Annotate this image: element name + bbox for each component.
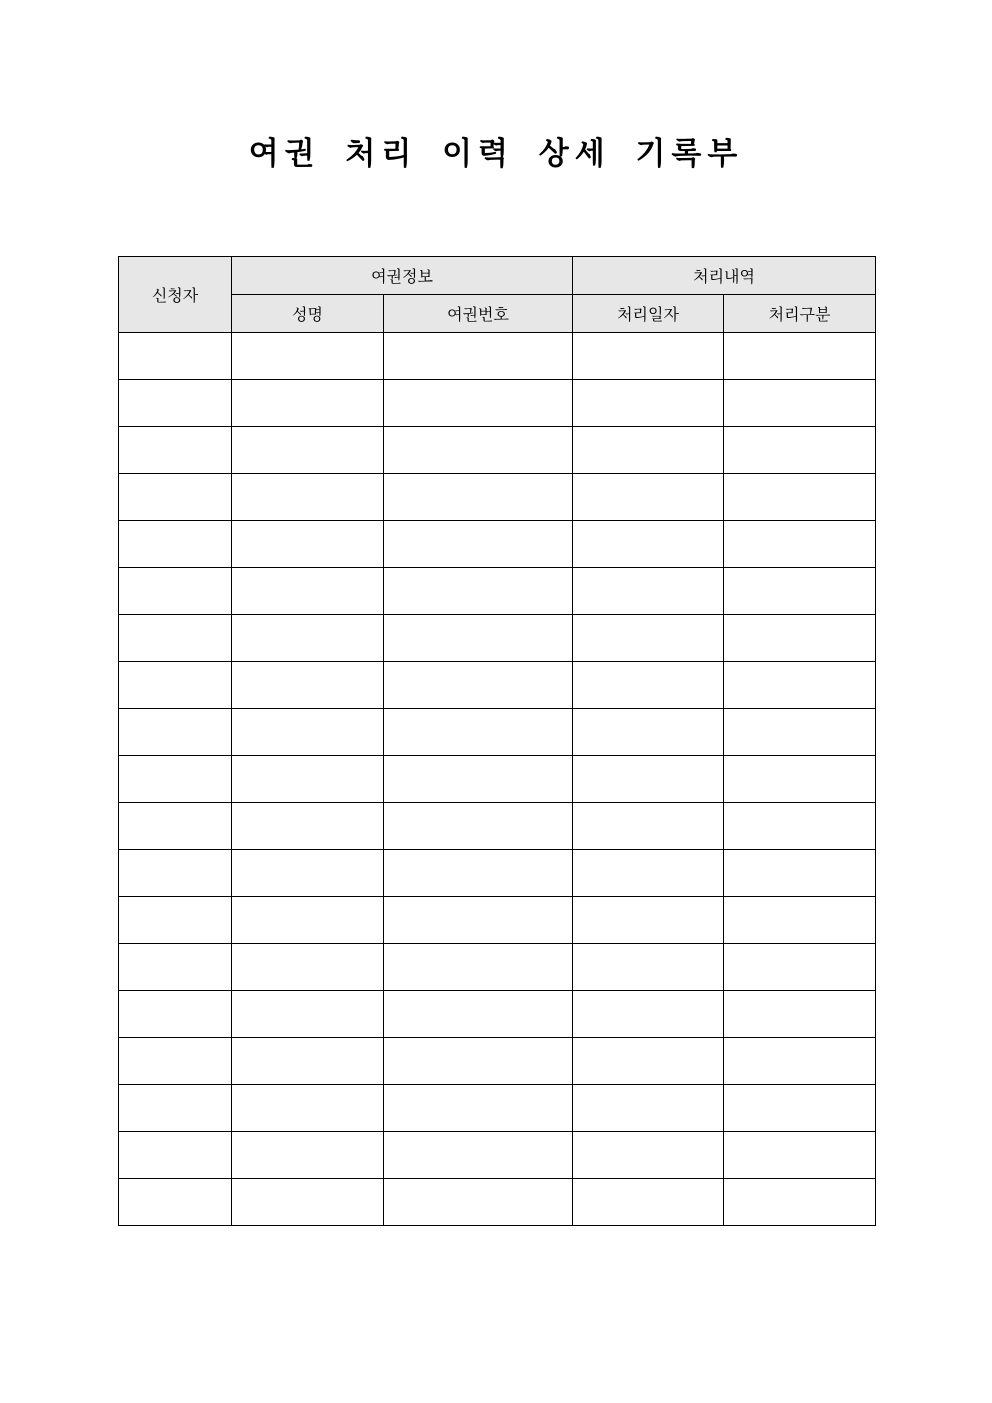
cell-applicant	[119, 1085, 232, 1132]
cell-name	[232, 756, 384, 803]
cell-applicant	[119, 709, 232, 756]
cell-passport-number	[384, 662, 573, 709]
cell-processing-type	[724, 380, 876, 427]
header-row-group	[119, 257, 876, 295]
cell-passport-number	[384, 709, 573, 756]
cell-applicant	[119, 850, 232, 897]
cell-name	[232, 709, 384, 756]
table-row	[119, 521, 876, 568]
table-row	[119, 850, 876, 897]
cell-name	[232, 521, 384, 568]
cell-passport-number	[384, 521, 573, 568]
cell-name	[232, 944, 384, 991]
cell-processing-type	[724, 521, 876, 568]
cell-passport-number	[384, 333, 573, 380]
cell-passport-number	[384, 1179, 573, 1226]
cell-name	[232, 1132, 384, 1179]
cell-applicant	[119, 568, 232, 615]
cell-passport-number	[384, 944, 573, 991]
cell-processing-type	[724, 803, 876, 850]
table-row	[119, 474, 876, 521]
cell-name	[232, 333, 384, 380]
cell-passport-number	[384, 474, 573, 521]
table-row	[119, 427, 876, 474]
cell-processing-date	[573, 615, 724, 662]
header-processing-date: 처리일자	[573, 295, 724, 333]
cell-name	[232, 850, 384, 897]
cell-processing-date	[573, 756, 724, 803]
table-row	[119, 991, 876, 1038]
cell-name	[232, 380, 384, 427]
header-passport-info: 여권정보	[232, 257, 573, 295]
cell-processing-type	[724, 333, 876, 380]
cell-processing-type	[724, 474, 876, 521]
cell-processing-date	[573, 380, 724, 427]
cell-name	[232, 897, 384, 944]
cell-processing-date	[573, 850, 724, 897]
cell-processing-date	[573, 521, 724, 568]
cell-applicant	[119, 333, 232, 380]
cell-applicant	[119, 756, 232, 803]
cell-processing-type	[724, 991, 876, 1038]
table-row	[119, 333, 876, 380]
cell-processing-date	[573, 474, 724, 521]
cell-passport-number	[384, 803, 573, 850]
cell-passport-number	[384, 427, 573, 474]
table-row	[119, 756, 876, 803]
cell-applicant	[119, 615, 232, 662]
cell-processing-date	[573, 1038, 724, 1085]
cell-processing-type	[724, 615, 876, 662]
cell-processing-date	[573, 897, 724, 944]
cell-applicant	[119, 380, 232, 427]
cell-name	[232, 1085, 384, 1132]
cell-processing-date	[573, 1132, 724, 1179]
cell-processing-date	[573, 427, 724, 474]
header-name: 성명	[232, 295, 384, 333]
cell-processing-date	[573, 662, 724, 709]
table-row	[119, 568, 876, 615]
cell-processing-date	[573, 333, 724, 380]
cell-applicant	[119, 1179, 232, 1226]
cell-processing-date	[573, 568, 724, 615]
cell-passport-number	[384, 1085, 573, 1132]
table-row	[119, 1132, 876, 1179]
cell-applicant	[119, 897, 232, 944]
cell-name	[232, 803, 384, 850]
table-row	[119, 1038, 876, 1085]
cell-processing-type	[724, 897, 876, 944]
table-row	[119, 709, 876, 756]
header-row-columns	[119, 295, 876, 333]
cell-passport-number	[384, 850, 573, 897]
cell-processing-type	[724, 1085, 876, 1132]
cell-name	[232, 991, 384, 1038]
cell-processing-type	[724, 944, 876, 991]
header-passport-number: 여권번호	[384, 295, 573, 333]
cell-processing-date	[573, 1179, 724, 1226]
cell-processing-date	[573, 991, 724, 1038]
cell-applicant	[119, 474, 232, 521]
cell-name	[232, 615, 384, 662]
cell-processing-date	[573, 944, 724, 991]
cell-passport-number	[384, 1038, 573, 1085]
cell-processing-type	[724, 427, 876, 474]
cell-processing-type	[724, 662, 876, 709]
cell-applicant	[119, 662, 232, 709]
cell-processing-date	[573, 709, 724, 756]
table-row	[119, 1179, 876, 1226]
table-row	[119, 662, 876, 709]
table-body	[119, 333, 876, 1226]
cell-processing-date	[573, 1085, 724, 1132]
cell-processing-type	[724, 1179, 876, 1226]
cell-passport-number	[384, 897, 573, 944]
cell-passport-number	[384, 568, 573, 615]
cell-processing-type	[724, 568, 876, 615]
cell-applicant	[119, 991, 232, 1038]
cell-applicant	[119, 1038, 232, 1085]
header-applicant: 신청자	[119, 257, 232, 333]
cell-name	[232, 1179, 384, 1226]
cell-passport-number	[384, 991, 573, 1038]
cell-applicant	[119, 944, 232, 991]
cell-passport-number	[384, 615, 573, 662]
cell-name	[232, 662, 384, 709]
cell-processing-type	[724, 709, 876, 756]
cell-applicant	[119, 521, 232, 568]
passport-record-table	[118, 256, 876, 1226]
cell-applicant	[119, 427, 232, 474]
cell-passport-number	[384, 756, 573, 803]
cell-processing-type	[724, 850, 876, 897]
table-row	[119, 944, 876, 991]
header-processing-history: 처리내역	[573, 257, 876, 295]
cell-applicant	[119, 1132, 232, 1179]
cell-name	[232, 568, 384, 615]
table-row	[119, 803, 876, 850]
table-row	[119, 1085, 876, 1132]
cell-processing-type	[724, 1132, 876, 1179]
table-header	[119, 257, 876, 333]
table-row	[119, 380, 876, 427]
header-processing-type: 처리구분	[724, 295, 876, 333]
table-row	[119, 615, 876, 662]
cell-name	[232, 427, 384, 474]
cell-passport-number	[384, 1132, 573, 1179]
cell-passport-number	[384, 380, 573, 427]
table-row	[119, 897, 876, 944]
cell-processing-type	[724, 1038, 876, 1085]
cell-processing-date	[573, 803, 724, 850]
cell-processing-type	[724, 756, 876, 803]
cell-applicant	[119, 803, 232, 850]
page-title: 여권 처리 이력 상세 기록부	[248, 136, 744, 172]
cell-name	[232, 1038, 384, 1085]
cell-name	[232, 474, 384, 521]
